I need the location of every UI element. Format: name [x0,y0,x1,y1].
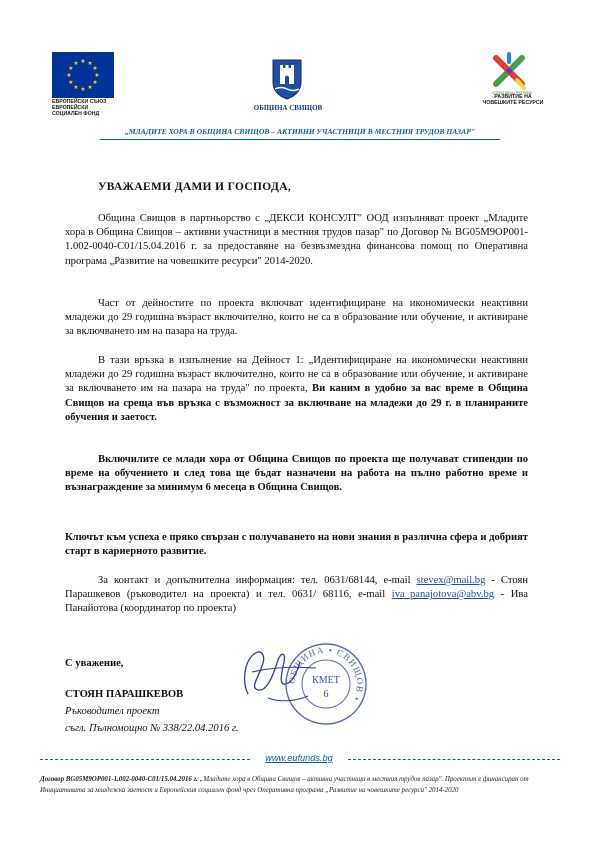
eu-star-icon: ★ [80,87,86,93]
paragraph-contacts [65,574,528,617]
hr-program-caption [478,94,548,106]
paragraph-text [65,354,528,425]
footer-website-link[interactable]: www.eufunds.bg [265,753,333,763]
footer-note [40,775,560,796]
eu-star-icon: ★ [73,60,79,67]
eu-star-icon: ★ [68,80,74,86]
hr-program-logo [488,50,530,92]
eu-star-icon: ★ [66,73,72,79]
email-link-stevex[interactable]: stevex@mail.bg [416,575,486,586]
municipality-crest-logo [271,56,303,100]
paragraph-text [65,574,528,617]
eu-caption-line: СОЦИАЛЕН ФОНД [52,111,100,118]
official-stamp [283,641,369,727]
invitation-bold-text: Ви каним в удобно за вас време в Община Свищов на среща във връзка с възможност за включване на младежи до 29 г. в планираните обучения и заетост. [65,383,528,423]
hr-caption-line: РАЗВИТИЕ НА [494,94,532,100]
stamp-center-number: 6 [323,689,329,700]
eu-caption-line: ЕВРОПЕЙСКИ СЪЮЗ [52,99,107,105]
municipality-caption: ОБЩИНА СВИЩОВ [253,104,323,112]
contact-text: За контакт и допълнителна информация: тел. 0631/68144, e-mail [98,575,417,586]
footer-divider-left [40,759,250,760]
paragraph-text: Ключът към успеха е пряко свързан с получаването на нови знания в различна сфера и добрият старт в кариерното развитие. [65,532,528,558]
paragraph-activities [65,297,528,340]
paragraph-key-to-success [65,531,528,559]
signer-authority: съгл. Пълномощно № 338/22.04.2016 г. [65,723,239,734]
eu-caption [52,99,162,118]
paragraph-project-intro [65,212,528,269]
eu-star-icon: ★ [87,60,93,67]
paragraph-invitation [65,354,528,425]
signer-role: Ръководител проект [65,706,160,717]
footer-note-text: „Младите хора в Община Свищов – активни участници в местния трудов пазар". Проектът е финансиран от Инициативата за младежка заетост и Европейския социален фонд чрез Оперативна програма „Развитие на човешките ресурси" 2014-2020 [40,776,529,794]
salutation: УВАЖАЕМИ ДАМИ И ГОСПОДА, [98,181,292,193]
stamp-ring-text: ОБЩИНА • СВИЩОВ • [286,644,366,704]
eu-star-icon: ★ [92,80,98,86]
eu-caption-line: ЕВРОПЕЙСКИ [52,105,89,112]
paragraph-text: Включилите се млади хора от Община Свищов по проекта ще получават стипендии по време на обучението и след това ще бъдат назначени на работа на пълно работно време и възнаграждение за минимум 6 месеца в Община Свищов. [65,454,528,494]
paragraph-text: Част от дейностите по проекта включват идентифициране на икономически неактивни младежи до 29 годишна възраст включително, които не са в образование или обучение, и активиране за включването им на пазара на труда. [65,298,528,338]
eu-star-icon: ★ [73,85,79,92]
eu-flag-logo [52,52,114,98]
eu-star-icon: ★ [94,73,100,79]
email-link-iva[interactable]: iva_panajotova@abv.bg [391,589,495,601]
paragraph-scholarship [65,453,528,496]
eu-star-icon: ★ [87,85,93,92]
project-tagline: „МЛАДИТЕ ХОРА В ОБЩИНА СВИЩОВ – АКТИВНИ УЧАСТНИЦИ В МЕСТНИЯ ТРУДОВ ПАЗАР" [124,127,476,136]
footer-divider-right [348,759,560,760]
hr-caption-line: ЧОВЕШКИТЕ РЕСУРСИ [482,100,544,107]
eu-star-icon: ★ [80,59,86,65]
contact-text: - Стоян Парашкевов (ръководител на проекта) и тел. 0631/ 68116, e-mail [65,575,528,601]
hr-program-small-caption: ОПЕРАТИВНА ПРОГРАМА [492,91,532,95]
footer-contract-number: Договор BG05M9OP001-1.002-0040-C01/15.04.2016 г. [40,776,198,783]
stamp-center-word: КМЕТ [312,675,340,686]
closing: С уважение, [65,658,124,669]
contact-text: - Ива Панайотова (координатор по проекта) [65,589,528,615]
paragraph-text: Община Свищов в партньорство с „ДЕКСИ КОНСУЛТ" ООД изпълняват проект „Младите хора в Община Свищов – активни участници в местния трудов пазар" по Договор № BG05M9OP001-1.002-0040-C01/15.04.2016 г. за предоставяне на безвъзмездна финансова помощ по Оперативна програма „Развитие на човешките ресурси" 2014-2020. [65,213,528,267]
signer-name: СТОЯН ПАРАШКЕВОВ [65,689,184,700]
eu-star-icon: ★ [68,66,74,72]
eu-star-icon: ★ [92,66,98,72]
tagline-underline [100,139,500,140]
invitation-normal-text: В тази връзка в изпълнение на Дейност 1: „Идентифициране на икономически неактивни младежи до 29 годишна възраст включително, които не са в образование или обучение, и активиране за включването им на пазара на труда" по проекта, [65,355,528,395]
